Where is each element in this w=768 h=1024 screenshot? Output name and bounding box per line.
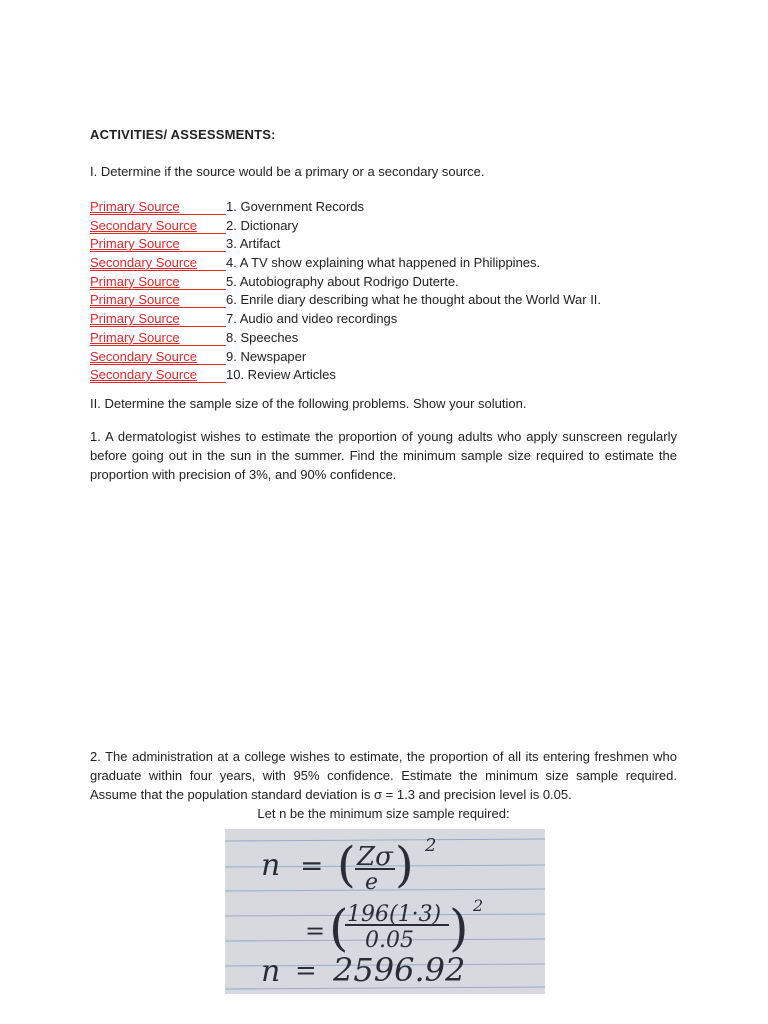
handwritten-solution-drawing [225,829,545,994]
item-text: 8. Speeches [226,329,299,345]
item-text: 6. Enrile diary describing what he thought about the World War II. [226,292,602,308]
problem-2-text: 2. The administration at a college wishes to estimate, the proportion of all its entering freshmen who graduate within four years, with 95% confidence. Estimate the minimum size sample required. Assume that the population standard deviation is σ = 1.3 and precision level is 0.05. [90,749,677,802]
item-text: 4. A TV show explaining what happened in Philippines. [226,255,541,271]
handwritten-var-n: n [261,954,281,989]
answer-label: Secondary Source [90,368,226,383]
handwritten-equals: = [295,956,317,986]
list-item [90,198,601,217]
item-text: 3. Artifact [226,236,281,252]
list-item [90,235,601,254]
handwritten-paren: ( [329,899,349,957]
source-answer-list [90,198,601,385]
handwritten-numerator: 196(1·3) [347,902,442,927]
answer-label: Primary Source [90,293,226,308]
list-item [90,291,601,310]
item-text: 10. Review Articles [226,367,336,383]
answer-label: Primary Source [90,275,226,290]
part1-instruction: I. Determine if the source would be a primary or a secondary source. [90,164,485,179]
item-text: 2. Dictionary [226,217,299,233]
item-text: 1. Government Records [226,199,365,214]
list-item [90,310,601,329]
handwritten-var-n: n [261,848,281,883]
handwritten-paren: ) [449,899,469,957]
answer-label: Primary Source [90,331,226,346]
handwritten-paren: ( [337,837,356,893]
handwritten-paren: ) [395,837,414,893]
let-statement: Let n be the minimum size sample required: [257,806,510,821]
part2-instruction: II. Determine the sample size of the following problems. Show your solution. [90,396,527,411]
handwritten-numerator: Zσ [357,842,393,872]
list-item [90,366,601,385]
section-heading: ACTIVITIES/ ASSESSMENTS: [90,127,276,142]
handwritten-denominator: 0.05 [365,928,414,953]
answer-label: Primary Source [90,237,226,252]
answer-label: Secondary Source [90,350,226,365]
answer-label: Secondary Source [90,256,226,271]
list-item [90,217,601,236]
handwritten-solution-photo [225,829,545,994]
answer-label: Primary Source [90,200,226,215]
list-item [90,329,601,348]
handwritten-denominator: e [365,870,379,895]
list-item [90,254,601,273]
problem-1-text: 1. A dermatologist wishes to estimate the proportion of young adults who apply sunscreen regularly before going out in the sun in the summer. Find the minimum sample size required to estimate the proportion with precision of 3%, and 90% confidence. [90,429,677,482]
handwritten-result: 2596.92 [333,951,466,989]
handwritten-exponent: 2 [425,835,437,856]
list-item [90,348,601,367]
answer-label: Primary Source [90,312,226,327]
item-text: 5. Autobiography about Rodrigo Duterte. [226,273,459,289]
list-item [90,273,601,292]
item-text: 9. Newspaper [226,348,307,364]
handwritten-equals: = [300,849,324,882]
handwritten-exponent: 2 [473,896,484,915]
answer-label: Secondary Source [90,219,226,234]
item-text: 7. Audio and video recordings [226,311,398,327]
handwritten-equals: = [305,917,326,945]
